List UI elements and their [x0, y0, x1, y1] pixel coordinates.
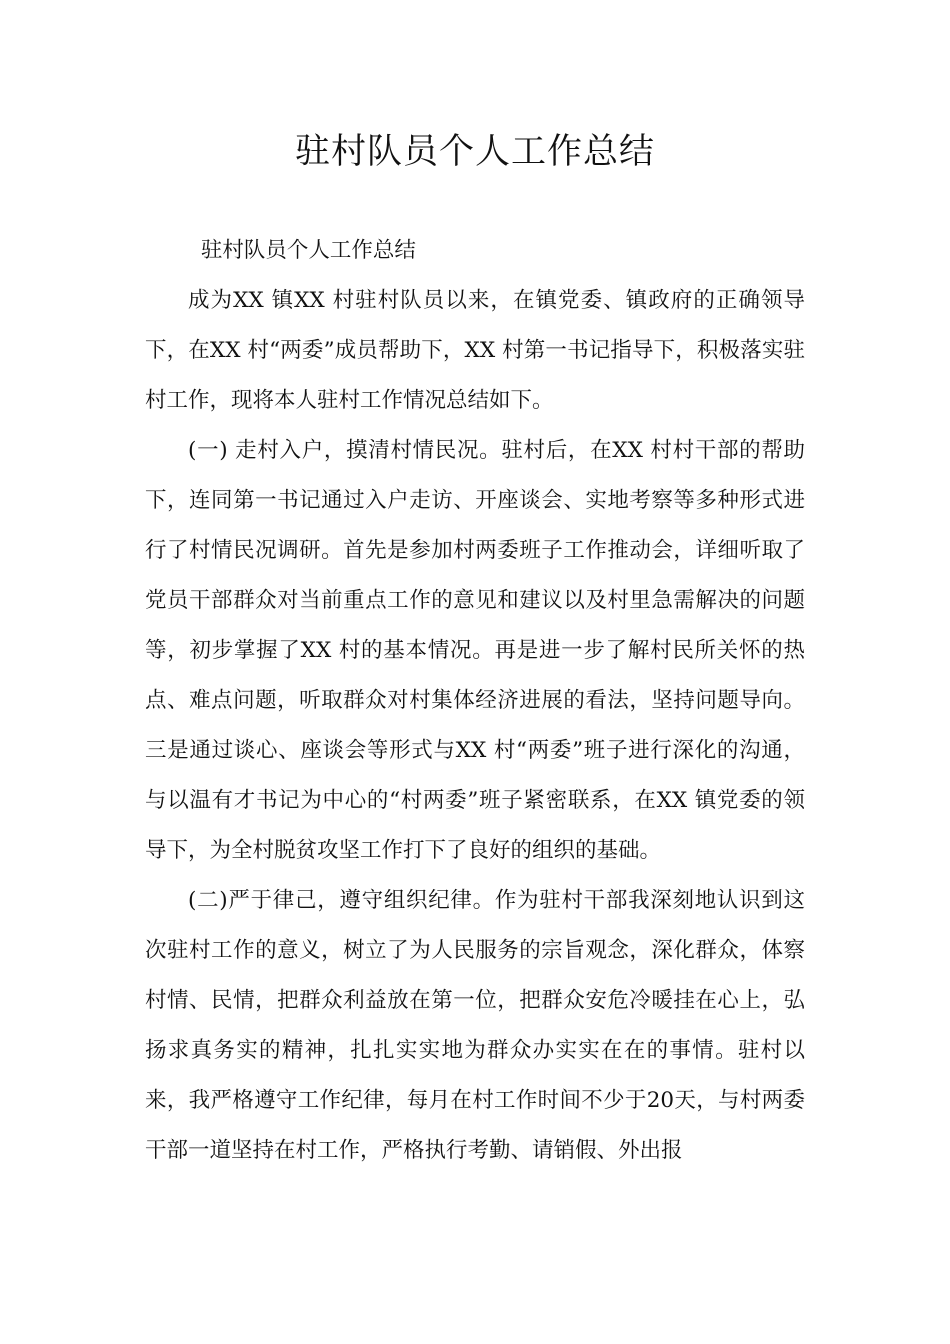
- document-subtitle: 驻村队员个人工作总结: [200, 238, 416, 263]
- paragraph-intro: 成为XX 镇XX 村驻村队员以来，在镇党委、镇政府的正确领导下，在XX 村“两委”成员帮助下，XX 村第一书记指导下，积极落实驻村工作，现将本人驻村工作情况总结如下。: [145, 288, 805, 413]
- document-title: 驻村队员个人工作总结: [294, 132, 655, 172]
- document-body: [145, 226, 805, 1176]
- paragraph-section-2: (二)严于律己，遵守组织纪律。作为驻村干部我深刻地认识到这次驻村工作的意义，树立了为人民服务的宗旨观念，深化群众，体察村情、民情，把群众利益放在第一位，把群众安危冷暖挂在心上，弘扬求真务实的精神，扎扎实实地为群众办实实在在的事情。驻村以来，我严格遵守工作纪律，每月在村工作时间不少于20天，与村两委干部一道坚持在村工作，严格执行考勤、请销假、外出报: [145, 888, 805, 1163]
- paragraph-section-1: (一) 走村入户，摸清村情民况。驻村后，在XX 村村干部的帮助下，连同第一书记通过入户走访、开座谈会、实地考察等多种形式进行了村情民况调研。首先是参加村两委班子工作推动会，详细听取了党员干部群众对当前重点工作的意见和建议以及村里急需解决的问题等，初步掌握了XX 村的基本情况。再是进一步了解村民所关怀的热点、难点问题，听取群众对村集体经济进展的看法，坚持问题导向。三是通过谈心、座谈会等形式与XX 村“两委”班子进行深化的沟通，与以温有才书记为中心的“村两委”班子紧密联系，在XX 镇党委的领导下，为全村脱贫攻坚工作打下了良好的组织的基础。: [145, 438, 805, 863]
